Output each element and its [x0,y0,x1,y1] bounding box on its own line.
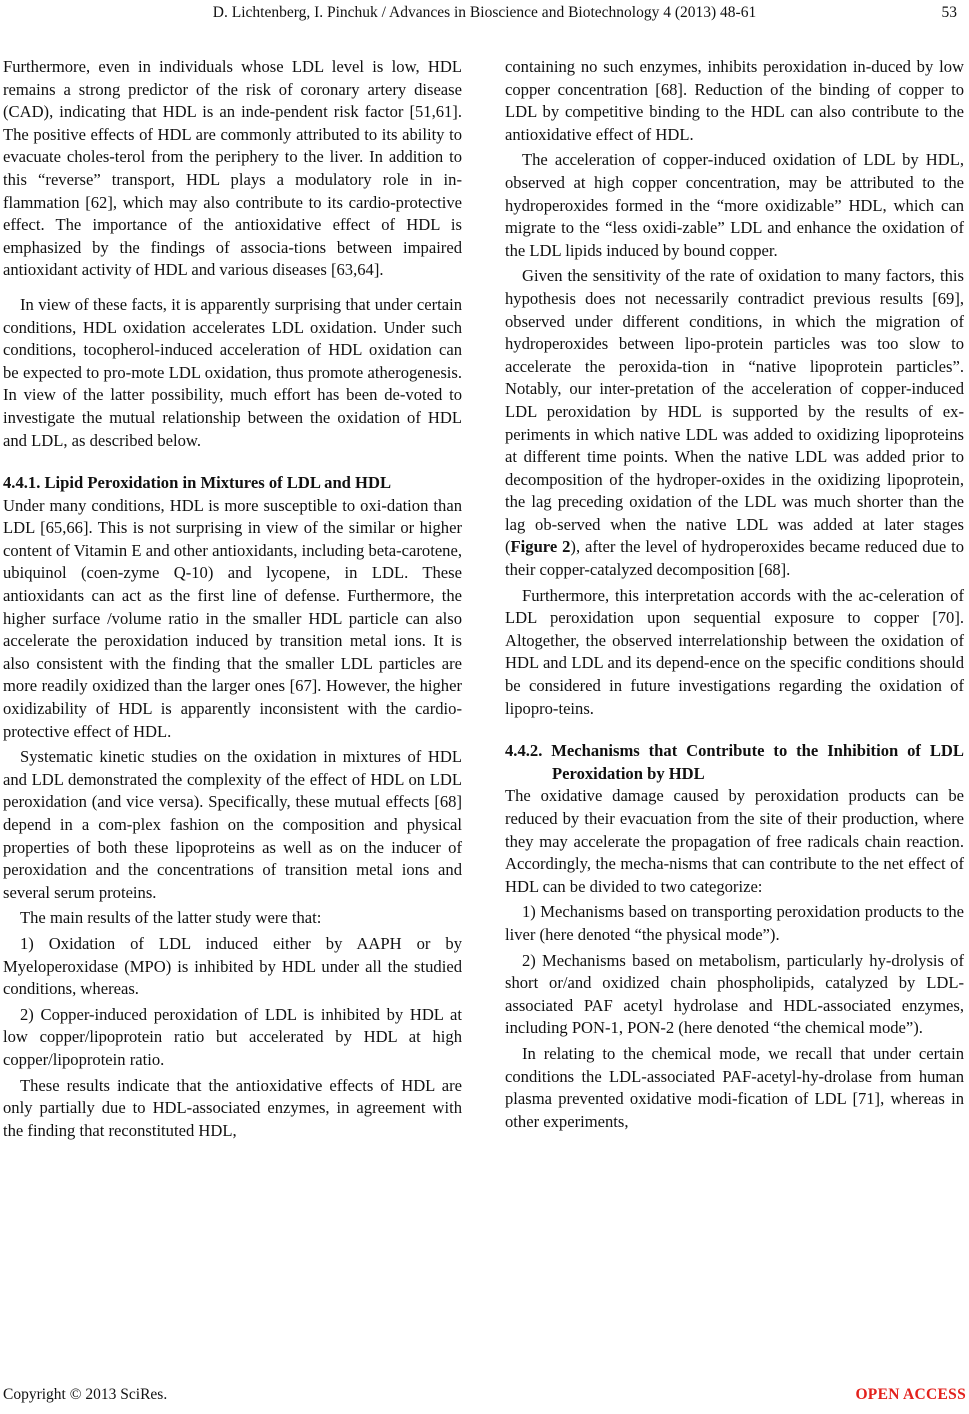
running-title: D. Lichtenberg, I. Pinchuk / Advances in Bioscience and Biotechnology 4 (2013) 48-61 [212,4,757,21]
section-heading-4-4-1: 4.4.1. Lipid Peroxidation in Mixtures of LDL and HDL [3,473,392,493]
paragraph: containing no such enzymes, inhibits peroxidation in-duced by low copper concentration [68]. Reduction of the binding of copper to LDL by competitive binding to the HDL can also contribute to the antioxidative effect of HDL. [505,57,964,144]
paragraph: These results indicate that the antioxidative effects of HDL are only partially due to HDL-associated enzymes, in agreement with the finding that reconstituted HDL, [3,1075,462,1140]
paragraph: The main results of the latter study were that: [20,908,322,928]
figure-reference[interactable]: Figure 2 [510,537,571,557]
list-item: 2) Mechanisms based on metabolism, particularly hy-drolysis of short or/and oxidized chain phospholipids, catalyzed by LDL-associated PAF acetyl hydrolase and HDL-associated enzymes, including PON-1, PON-2 (here denoted “the chemical mode”). [505,950,964,1038]
paragraph: Furthermore, even in individuals whose LDL level is low, HDL remains a strong predictor of the risk of coronary artery disease (CAD), indicating that HDL is an inde-pendent risk factor [51,61]. The positive effects of HDL are commonly attributed to its ability to evacuate choles-terol from the periphery to the liver. In addition to this “reverse” transport, HDL plays a modulatory role in in-flammation [62], which may also contribute to its cardio-protective effect. The importance of the antioxidative effect of HDL is emphasized by the findings of associa-tions between impaired antioxidant activity of HDL and various diseases [63,64]. [3,57,462,280]
paragraph: Systematic kinetic studies on the oxidation in mixtures of HDL and LDL demonstrated the complexity of the effect of HDL on LDL peroxidation (and vice versa). Specifically, these mutual effects [68] depend in a com-plex fashion on the composition and physical properties of both these lipoproteins as well as on the inducer of peroxidation and the concentrations of transition metal ions and several serum proteins. [3,747,462,902]
paragraph: In relating to the chemical mode, we recall that under certain conditions the LDL-associated PAF-acetyl-hy-drolase from human plasma prevented oxidative modi-fication of LDL [71], whereas in other experiments, [505,1043,964,1131]
paragraph: The oxidative damage caused by peroxidation products can be reduced by their evacuation from the site of their production, where they may accelerate the propagation of free radicals chain reaction. Accordingly, the mecha-nisms that can contribute to the net effect of HDL can be divided to two categorize: [505,786,964,896]
list-item: 1) Oxidation of LDL induced either by AAPH or by Myeloperoxidase (MPO) is inhibited by HDL under all the studied conditions, whereas. [3,933,462,999]
paragraph-text: Given the sensitivity of the rate of oxidation to many factors, this hypothesis does not necessarily contradict previous results [69], observed under different conditions, in which the migration of hydroperoxides between lipo-protein particles was too slow to accelerate the peroxida-tion in “native lipoprotein particles”. Notably, our inter-pretation of the acceleration of copper-induced LDL peroxidation by HDL is supported by the results of ex-periments in which native LDL was added to oxidizing lipoproteins at different time points. When the native LDL was added prior to decomposition of the hydroper-oxides in the oxidizing lipoprotein, the lag preceding oxidation of the LDL was much shorter than the lag ob-served when the native LDL was added at later stages ( [505,266,964,557]
paragraph: Under many conditions, HDL is more susceptible to oxi-dation than LDL [65,66]. This is not surprising in view of the similar or higher content of Vitamin E and other antioxidants, including beta-carotene, ubiquinol (coen-zyme Q-10) and lycopene, in LDL. These antioxidants can act as the first line of defense. Furthermore, the higher surface /volume ratio in the smaller HDL particle can also accelerate the peroxidation induced by transition metal ions. It is also consistent with the finding that the smaller LDL particles are more readily oxidized than the larger ones [67]. However, the higher oxidizability of HDL is apparently inconsistent with the cardio-protective effect of HDL. [3,495,462,741]
paragraph: In view of these facts, it is apparently surprising that under certain conditions, HDL oxidation accelerates LDL oxidation. Under such conditions, tocopherol-induced acceleration of HDL oxidation can be expected to pro-mote LDL oxidation, thus promote atherogenesis. In view of the latter possibility, much effort has been de-voted to investigate the mutual relationship between the oxidation of HDL and LDL, as described below. [3,294,462,450]
paragraph: Furthermore, this interpretation accords with the ac-celeration of LDL peroxidation upon sequential exposure to copper [70]. Altogether, the observed interrelationship between the oxidation of HDL and LDL and its depend-ence on the specific conditions should be considered in future investigations regarding the oxidation of lipopro-teins. [505,585,964,718]
paragraph: The acceleration of copper-induced oxidation of LDL by HDL, observed at high copper concentration, may be attributed to the hydroperoxides formed in the “more oxidizable” HDL, which can migrate to the “less oxidi-zable” LDL and enhance the oxidation of the LDL lipids induced by bound copper. [505,150,964,260]
list-item: 1) Mechanisms based on transporting peroxidation products to the liver (here denoted “the physical mode”). [505,902,964,944]
right-column [505,56,964,1133]
left-column [3,56,462,1142]
section-heading-4-4-2: 4.4.2. Mechanisms that Contribute to the Inhibition of LDL Peroxidation by HDL [505,741,964,783]
open-access-label: OPEN ACCESS [855,1386,966,1403]
paragraph [505,265,964,581]
list-item: 2) Copper-induced peroxidation of LDL is inhibited by HDL at low copper/lipoprotein ratio but accelerated by HDL at high copper/lipoprotein ratio. [3,1004,462,1069]
page-number: 53 [941,4,957,21]
running-header [0,0,969,24]
paragraph-text: ), after the level of hydroperoxides became reduced due to their copper-catalyzed decomposition [68]. [505,537,965,580]
copyright-notice: Copyright © 2013 SciRes. [3,1386,168,1403]
